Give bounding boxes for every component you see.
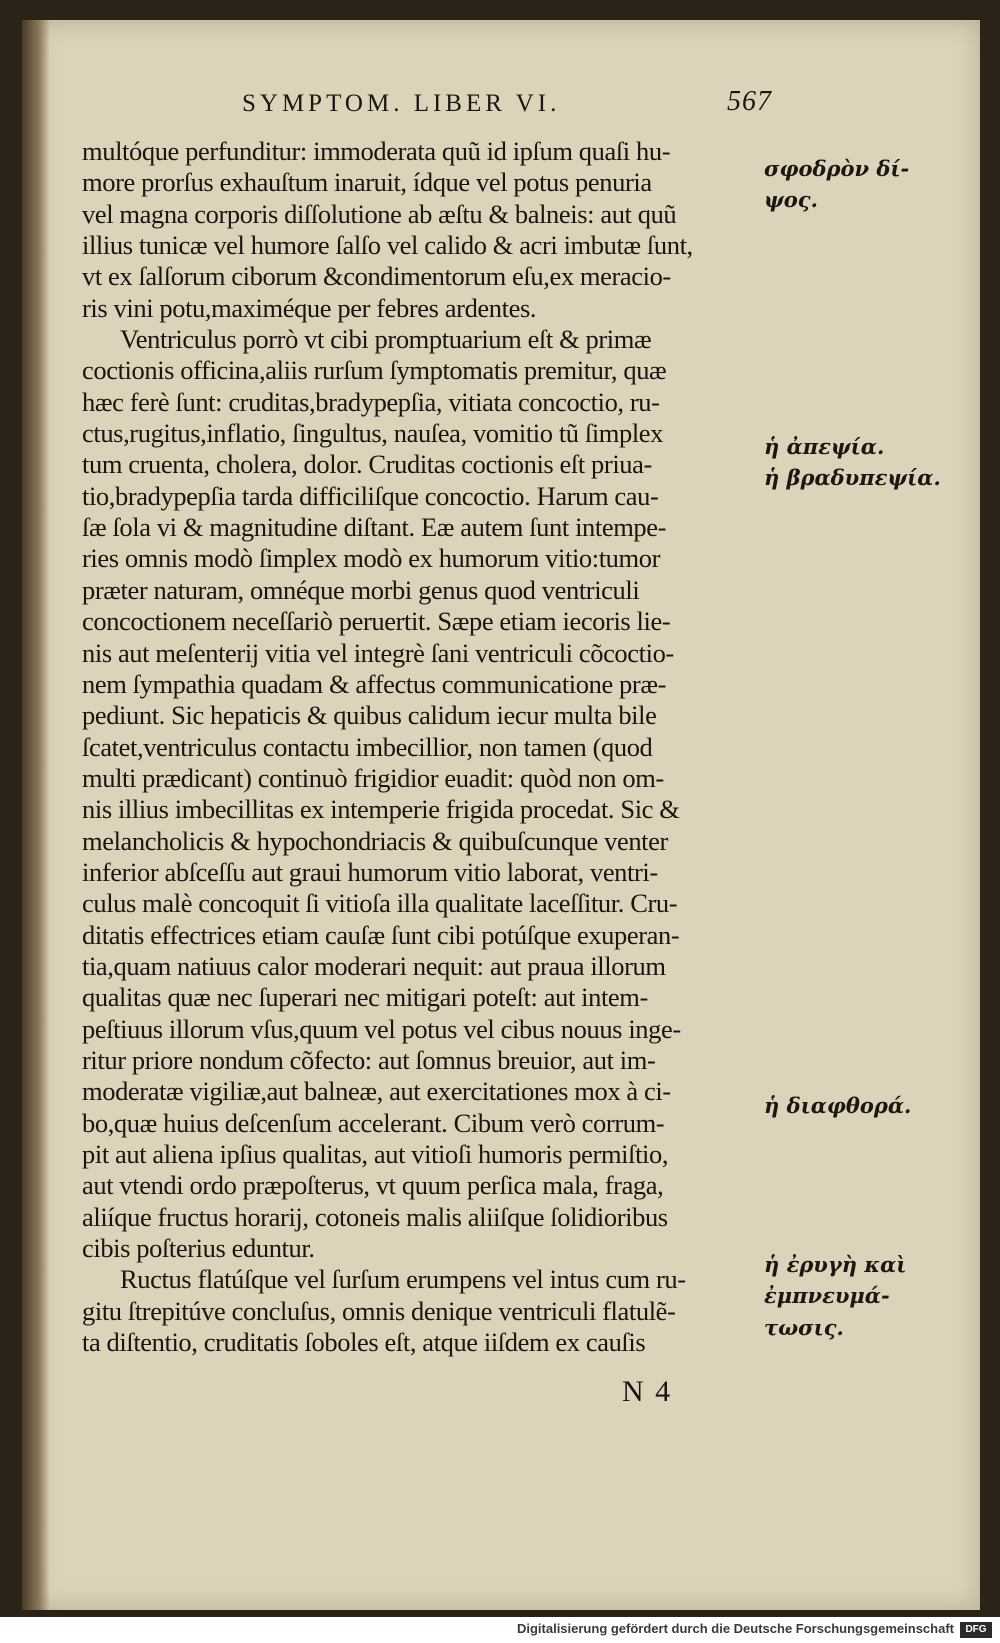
- text-line: nis illius imbecillitas ex intemperie frigida procedat. Sic &: [82, 794, 680, 825]
- text-line: Ventriculus porrò vt cibi promptuarium eſt & primæ: [120, 324, 652, 355]
- page-gutter: [22, 20, 50, 1610]
- margin-note-bradypepsia: [764, 463, 941, 494]
- running-title: SYMPTOM. LIBER VI.: [242, 90, 561, 117]
- text-line: vt ex ſalſorum ciborum &condimentorum eſu,ex meracio-: [82, 261, 671, 292]
- text-line: melancholicis & hypochondriacis & quibuſcunque venter: [82, 825, 668, 856]
- text-line: tio,bradypepſia tarda difficiliſque concoctio. Harum cau-: [82, 480, 659, 511]
- text-line: multi prædicant) continuò frigidior euadit: quòd non om-: [82, 762, 664, 793]
- text-line: qualitas quæ nec ſuperari nec mitigari poteſt: aut intem-: [82, 982, 648, 1013]
- text-line: hæc ferè ſunt: cruditas,bradypepſia, vitiata concoctio, ru-: [82, 386, 660, 417]
- text-line: peſtiuus illorum vſus,quum vel potus vel cibus nouus inge-: [82, 1013, 681, 1044]
- text-line: inferior abſceſſu aut graui humorum vitio laborat, ventri-: [82, 856, 658, 887]
- margin-note-line: ἡ ἀπεψία.: [764, 434, 885, 459]
- margin-note-line: τωσις.: [764, 1314, 844, 1340]
- margin-note-line: ἡ ἐρυγὴ καὶ: [764, 1252, 907, 1277]
- text-line: nem ſympathia quadam & affectus communicatione præ-: [82, 668, 667, 699]
- text-line: multóque perfunditur: immoderata quũ id ipſum quaſi hu-: [82, 136, 671, 166]
- text-line: ditatis effectrices etiam cauſæ ſunt cibi potúſque exuperan-: [82, 919, 680, 950]
- margin-note-line: ἡ διαφθορά.: [764, 1093, 912, 1118]
- text-line: culus malè concoquit ſi vitioſa illa qualitate laceſſitur. Cru-: [82, 888, 678, 919]
- body-text: [82, 136, 752, 1358]
- text-line: ctus,rugitus,inflatio, ſingultus, nauſea, vomitio tũ ſimplex: [82, 418, 664, 449]
- text-line: aut vtendi ordo præpoſterus, vt quum perſica mala, fraga,: [82, 1170, 664, 1201]
- text-line: ritur priore nondum cõfecto: aut ſomnus breuior, aut im-: [82, 1044, 656, 1075]
- text-line: gitu ſtrepitúve concluſus, omnis denique ventriculi flatulẽ-: [82, 1295, 676, 1326]
- margin-note-eructation: [764, 1250, 906, 1344]
- margin-note-apepsia: [764, 432, 884, 463]
- text-line: coctionis officina,aliis rurſum ſymptomatis premitur, quæ: [82, 355, 667, 386]
- running-head: [212, 86, 772, 130]
- text-line: vel magna corporis diſſolutione ab æſtu & balneis: aut quũ: [82, 198, 677, 229]
- text-line: tum cruenta, cholera, dolor. Cruditas coctionis eſt priua-: [82, 449, 652, 480]
- text-line: ta diſtentio, cruditatis ſoboles eſt, atque iiſdem ex cauſis: [82, 1327, 646, 1358]
- text-line: ſæ ſola vi & magnitudine diſtant. Eæ autem ſunt intempe-: [82, 512, 667, 543]
- text-line: pit aut aliena ipſius qualitas, aut vitioſi humoris permiſtio,: [82, 1139, 669, 1169]
- margin-note-line: σφοδρὸν δί-: [764, 156, 910, 181]
- dfg-logo: DFG: [960, 1622, 992, 1638]
- text-line: bo,quæ huius deſcenſum accelerant. Cibum verò corrum-: [82, 1107, 665, 1138]
- text-line: cibis poſterius eduntur.: [82, 1233, 315, 1264]
- text-line: nis aut meſenterij vitia vel integrè ſani ventriculi cõcoctio-: [82, 637, 674, 668]
- text-line: præter naturam, omnéque morbi genus quod ventriculi: [82, 574, 640, 605]
- funding-credit: Digitalisierung gefördert durch die Deutsche Forschungsgemeinschaft: [516, 1621, 954, 1636]
- digitization-footer: [0, 1617, 1000, 1643]
- text-line: ſcatet,ventriculus contactu imbecillior, non tamen (quod: [82, 731, 653, 762]
- text-line: tia,quam natiuus calor moderari nequit: aut praua illorum: [82, 950, 666, 981]
- text-line: Ructus flatúſque vel ſurſum erumpens vel intus cum ru-: [120, 1264, 686, 1295]
- text-line: pediunt. Sic hepaticis & quibus calidum iecur multa bile: [82, 700, 657, 731]
- text-line: concoctionem neceſſariò peruertit. Sæpe etiam iecoris lie-: [82, 606, 671, 637]
- margin-note-diaphthora: [764, 1091, 911, 1122]
- margin-note-line: ἐμπνευμά-: [764, 1283, 890, 1309]
- margin-note-thirst: [764, 154, 909, 217]
- text-line: ries omnis modò ſimplex modò ex humorum vitio:tumor: [82, 543, 661, 574]
- text-line: aliíque fructus horarij, cotoneis malis aliiſque ſolidioribus: [82, 1201, 668, 1232]
- text-line: illius tunicæ vel humore ſalſo vel calido & acri imbutæ ſunt,: [82, 230, 693, 261]
- page-number: 567: [727, 86, 772, 117]
- signature-mark: N 4: [622, 1375, 673, 1408]
- margin-note-line: ψος.: [764, 187, 818, 213]
- book-page: [22, 20, 980, 1610]
- text-line: more prorſus exhauſtum inaruit, ídque vel potus penuria: [82, 167, 652, 198]
- text-line: ris vini potu,maximéque per febres ardentes.: [82, 292, 537, 323]
- text-line: moderatæ vigiliæ,aut balneæ, aut exercitationes mox à ci-: [82, 1076, 671, 1107]
- margin-note-line: ἡ βραδυπεψία.: [764, 465, 941, 490]
